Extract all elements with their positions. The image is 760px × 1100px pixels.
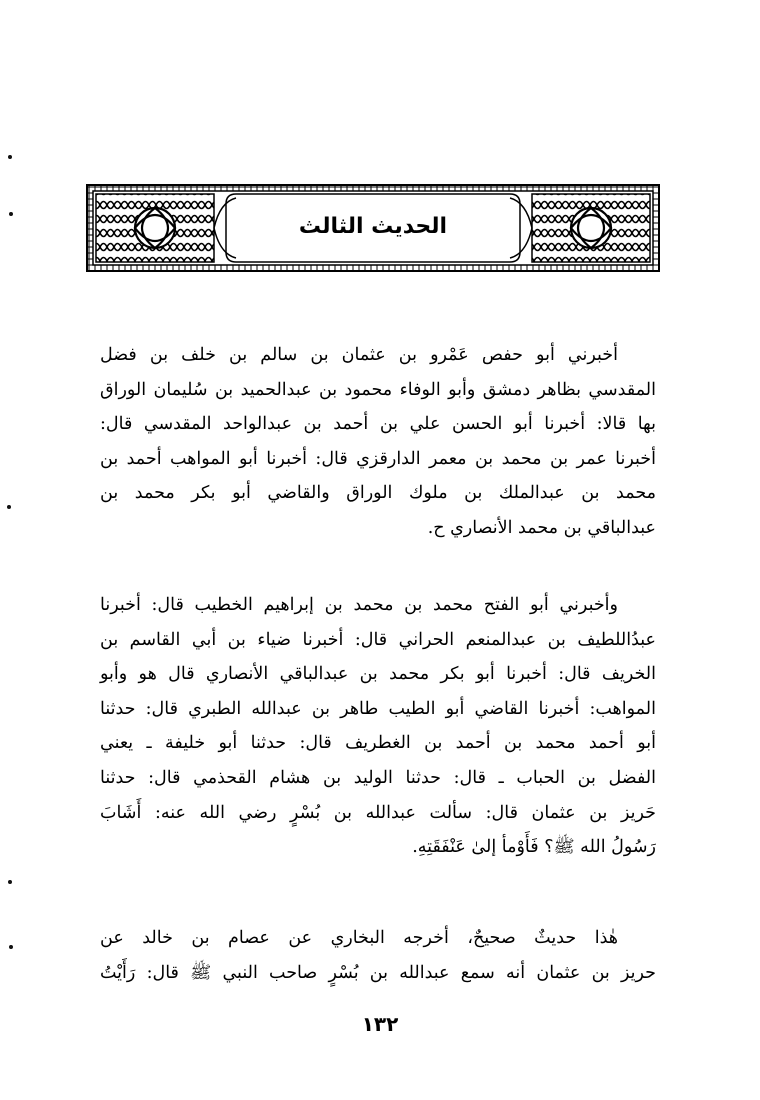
text-line: حريز بن عثمان أنه سمع عبدالله بن بُسْرٍ صاحب النبي ﷺ قال: رَأَيْتُ [100,962,656,983]
text-line: المواهب: أخبرنا القاضي أبو الطيب طاهر بن عبدالله الطبري قال: حدثنا [100,698,656,719]
paragraph-isnad-1 [100,338,656,546]
text-line: رَسُولُ الله ﷺ؟ فَأَوْمأ إلىٰ عَنْفَقَتِهِ. [412,837,656,858]
text-line: أخبرنا عمر بن محمد بن معمر الدارقزي قال: أخبرنا أبو المواهب أحمد بن [100,448,656,469]
text-line: الخريف قال: أخبرنا أبو بكر محمد بن عبدالباقي الأنصاري قال هو وأبو [100,664,656,685]
paragraph-isnad-2 [100,588,656,865]
page-number: ١٣٢ [361,1012,399,1036]
margin-speck [8,155,12,159]
text-line: هٰذا حديثٌ صحيحٌ، أخرجه البخاري عن عصام بن خالد عن [100,928,618,948]
margin-speck [7,505,11,509]
text-line: وأخبرني أبو الفتح محمد بن محمد بن إبراهيم الخطيب قال: أخبرنا [100,595,618,615]
margin-speck [8,880,12,884]
text-line: بها قالا: أخبرنا أبو الحسن علي بن أحمد بن عبدالواحد المقدسي قال: [100,414,656,435]
chapter-title: الحديث الثالث [298,213,448,239]
text-line: عبدالباقي بن محمد الأنصاري ح. [427,517,656,538]
chapter-title-frame [86,184,660,272]
text-line: عبدُاللطيف بن عبدالمنعم الحراني قال: أخبرنا ضياء بن أبي القاسم بن [100,629,656,650]
text-line: المقدسي بظاهر دمشق وأبو الوفاء محمود بن عبدالحميد بن سُليمان الوراق [100,379,656,400]
text-line: الفضل بن الحباب ـ قال: حدثنا الوليد بن هشام القحذمي قال: حدثنا [100,767,656,788]
margin-speck [9,945,13,949]
margin-speck [9,212,13,216]
text-line: أخبرني أبو حفص عَمْرو بن عثمان بن سالم بن خلف بن فضل [100,345,618,365]
text-line: محمد بن عبدالملك بن ملوك الوراق والقاضي أبو بكر محمد بن [100,483,656,504]
text-line: أبو أحمد محمد بن أحمد بن الغطريف قال: حدثنا أبو خليفة ـ يعني [100,733,656,754]
paragraph-commentary [100,921,656,990]
text-line: حَريز بن عثمان قال: سألت عبدالله بن بُسْرٍ رضي الله عنه: أَشَابَ [100,802,656,823]
